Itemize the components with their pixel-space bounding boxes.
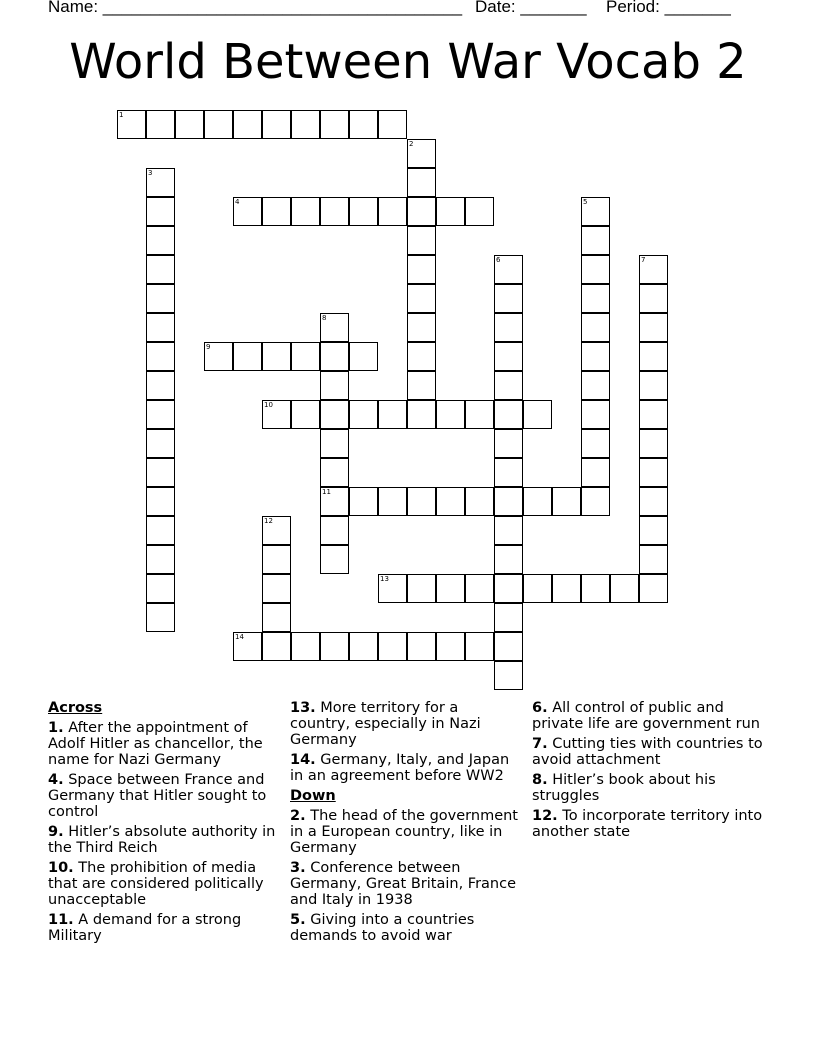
crossword-cell[interactable] [146, 342, 175, 371]
crossword-cell[interactable] [407, 226, 436, 255]
crossword-cell[interactable] [407, 371, 436, 400]
cell-number: 8 [322, 314, 327, 322]
crossword-cell[interactable] [407, 632, 436, 661]
crossword-cell[interactable] [320, 632, 349, 661]
crossword-cell[interactable] [262, 574, 291, 603]
crossword-cell[interactable] [639, 516, 668, 545]
crossword-cell[interactable] [320, 110, 349, 139]
crossword-cell[interactable] [407, 574, 436, 603]
crossword-cell[interactable] [320, 197, 349, 226]
crossword-cell[interactable] [639, 400, 668, 429]
crossword-cell[interactable] [146, 110, 175, 139]
crossword-cell[interactable] [146, 487, 175, 516]
crossword-cell[interactable] [610, 574, 639, 603]
crossword-cell[interactable] [262, 632, 291, 661]
crossword-cell-6[interactable] [494, 255, 523, 284]
crossword-cell[interactable] [494, 632, 523, 661]
cell-number: 13 [380, 575, 389, 583]
crossword-cell[interactable] [581, 371, 610, 400]
crossword-cell-13[interactable] [378, 574, 407, 603]
crossword-cell[interactable] [581, 284, 610, 313]
crossword-cell[interactable] [291, 400, 320, 429]
crossword-cell[interactable] [146, 574, 175, 603]
cell-number: 3 [148, 169, 153, 177]
crossword-cell[interactable] [320, 371, 349, 400]
cell-number: 1 [119, 111, 124, 119]
crossword-cell[interactable] [639, 429, 668, 458]
cell-number: 12 [264, 517, 273, 525]
crossword-cell[interactable] [407, 284, 436, 313]
crossword-cell[interactable] [407, 197, 436, 226]
crossword-cell[interactable] [523, 400, 552, 429]
crossword-cell[interactable] [407, 400, 436, 429]
crossword-cell[interactable] [552, 574, 581, 603]
crossword-cell[interactable] [233, 110, 262, 139]
crossword-cell[interactable] [233, 342, 262, 371]
crossword-cell[interactable] [436, 574, 465, 603]
crossword-cell[interactable] [349, 342, 378, 371]
crossword-cell[interactable] [146, 371, 175, 400]
crossword-cell[interactable] [146, 400, 175, 429]
page-title: World Between War Vocab 2 [69, 34, 747, 90]
crossword-cell[interactable] [639, 487, 668, 516]
crossword-cell[interactable] [291, 632, 320, 661]
clue-across-11: 11. A demand for a strong Military [48, 912, 242, 944]
crossword-cell[interactable] [262, 197, 291, 226]
clue-across-10: 10. The prohibition of media that are considered politically unacceptable [48, 860, 264, 908]
crossword-cell[interactable] [204, 110, 233, 139]
crossword-cell-10[interactable] [262, 400, 291, 429]
crossword-cell[interactable] [639, 458, 668, 487]
crossword-cell[interactable] [146, 226, 175, 255]
crossword-cell[interactable] [349, 110, 378, 139]
crossword-cell[interactable] [262, 545, 291, 574]
crossword-cell[interactable] [436, 632, 465, 661]
crossword-cell[interactable] [320, 458, 349, 487]
crossword-cell[interactable] [639, 342, 668, 371]
crossword-cell[interactable] [494, 574, 523, 603]
crossword-cell[interactable] [465, 400, 494, 429]
crossword-cell[interactable] [639, 284, 668, 313]
crossword-cell[interactable] [639, 371, 668, 400]
crossword-cell[interactable] [175, 110, 204, 139]
clue-across-4: 4. Space between France and Germany that Hitler sought to control [48, 772, 267, 820]
crossword-cell[interactable] [552, 487, 581, 516]
name-field[interactable]: Name: ______________________________________ [48, 0, 463, 16]
crossword-cell[interactable] [494, 603, 523, 632]
cell-number: 4 [235, 198, 240, 206]
crossword-cell-3[interactable] [146, 168, 175, 197]
cell-number: 11 [322, 488, 331, 496]
crossword-cell[interactable] [349, 632, 378, 661]
crossword-cell[interactable] [639, 574, 668, 603]
crossword-cell[interactable] [146, 545, 175, 574]
cell-number: 14 [235, 633, 244, 641]
crossword-cell[interactable] [494, 400, 523, 429]
down-heading: Down [290, 788, 336, 804]
crossword-cell[interactable] [436, 487, 465, 516]
clue-down-3: 3. Conference between Germany, Great Britain, France and Italy in 1938 [290, 860, 517, 908]
crossword-cell-4[interactable] [233, 197, 262, 226]
cell-number: 10 [264, 401, 273, 409]
crossword-cell-9[interactable] [204, 342, 233, 371]
crossword-cell[interactable] [407, 487, 436, 516]
crossword-cell[interactable] [262, 603, 291, 632]
crossword-cell[interactable] [349, 487, 378, 516]
crossword-cell[interactable] [494, 284, 523, 313]
crossword-cell[interactable] [465, 574, 494, 603]
crossword-cell[interactable] [494, 313, 523, 342]
clue-down-5: 5. Giving into a countries demands to avoid war [290, 912, 475, 944]
crossword-cell[interactable] [378, 400, 407, 429]
crossword-cell[interactable] [523, 487, 552, 516]
crossword-cell[interactable] [407, 342, 436, 371]
crossword-cell[interactable] [581, 400, 610, 429]
crossword-cell[interactable] [581, 429, 610, 458]
crossword-cell[interactable] [320, 342, 349, 371]
crossword-cell[interactable] [436, 197, 465, 226]
crossword-cell-5[interactable] [581, 197, 610, 226]
crossword-cell[interactable] [407, 255, 436, 284]
clue-across-9: 9. Hitler’s absolute authority in the Third Reich [48, 824, 276, 856]
crossword-cell[interactable] [581, 255, 610, 284]
crossword-cell[interactable] [262, 342, 291, 371]
cell-number: 2 [409, 140, 414, 148]
crossword-cell-11[interactable] [320, 487, 349, 516]
crossword-cell[interactable] [378, 487, 407, 516]
period-field[interactable]: Period: _______ [606, 0, 731, 16]
crossword-cell[interactable] [146, 458, 175, 487]
crossword-cell[interactable] [523, 574, 552, 603]
clue-across-14: 14. Germany, Italy, and Japan in an agreement before WW2 [290, 752, 510, 784]
cell-number: 5 [583, 198, 588, 206]
crossword-cell[interactable] [146, 284, 175, 313]
clue-down-6: 6. All control of public and private life are government run [532, 700, 760, 732]
crossword-cell[interactable] [349, 400, 378, 429]
crossword-cell[interactable] [320, 516, 349, 545]
cell-number: 7 [641, 256, 646, 264]
crossword-cell[interactable] [494, 458, 523, 487]
crossword-cell[interactable] [465, 632, 494, 661]
crossword-cell[interactable] [494, 342, 523, 371]
crossword-cell[interactable] [146, 255, 175, 284]
crossword-cell[interactable] [494, 371, 523, 400]
crossword-cell[interactable] [407, 168, 436, 197]
crossword-cell[interactable] [465, 487, 494, 516]
crossword-cell[interactable] [494, 487, 523, 516]
crossword-cell[interactable] [581, 342, 610, 371]
crossword-cell[interactable] [291, 197, 320, 226]
crossword-cell[interactable] [494, 661, 523, 690]
crossword-cell[interactable] [378, 632, 407, 661]
crossword-cell[interactable] [146, 313, 175, 342]
crossword-cell[interactable] [146, 429, 175, 458]
crossword-cell[interactable] [581, 487, 610, 516]
crossword-cell[interactable] [494, 516, 523, 545]
crossword-cell[interactable] [639, 545, 668, 574]
date-field[interactable]: Date: _______ [475, 0, 587, 16]
clue-down-8: 8. Hitler’s book about his struggles [532, 772, 716, 804]
crossword-cell-12[interactable] [262, 516, 291, 545]
crossword-cell-1[interactable] [117, 110, 146, 139]
clue-down-12: 12. To incorporate territory into another state [532, 808, 763, 840]
crossword-cell[interactable] [581, 458, 610, 487]
crossword-cell[interactable] [494, 429, 523, 458]
crossword-cell[interactable] [639, 313, 668, 342]
crossword-cell[interactable] [378, 110, 407, 139]
clues-column-1 [48, 700, 278, 948]
crossword-cell[interactable] [291, 110, 320, 139]
clue-across-1: 1. After the appointment of Adolf Hitler as chancellor, the name for Nazi Germany [48, 720, 263, 768]
crossword-cell[interactable] [349, 197, 378, 226]
crossword-cell-7[interactable] [639, 255, 668, 284]
cell-number: 9 [206, 343, 211, 351]
crossword-cell[interactable] [581, 226, 610, 255]
clue-down-2: 2. The head of the government in a European country, like in Germany [290, 808, 518, 856]
crossword-cell[interactable] [581, 574, 610, 603]
crossword-cell-8[interactable] [320, 313, 349, 342]
crossword-cell[interactable] [146, 603, 175, 632]
crossword-cell-2[interactable] [407, 139, 436, 168]
crossword-cell[interactable] [378, 197, 407, 226]
crossword-cell[interactable] [320, 545, 349, 574]
crossword-cell[interactable] [320, 400, 349, 429]
clues-column-2 [290, 700, 522, 948]
clue-down-7: 7. Cutting ties with countries to avoid attachment [532, 736, 763, 768]
crossword-cell[interactable] [146, 516, 175, 545]
crossword-cell[interactable] [407, 313, 436, 342]
crossword-cell[interactable] [465, 197, 494, 226]
crossword-cell-14[interactable] [233, 632, 262, 661]
crossword-cell[interactable] [291, 342, 320, 371]
crossword-cell[interactable] [262, 110, 291, 139]
across-heading: Across [48, 700, 103, 716]
crossword-cell[interactable] [436, 400, 465, 429]
crossword-cell[interactable] [494, 545, 523, 574]
clues-column-3 [532, 700, 768, 844]
crossword-cell[interactable] [320, 429, 349, 458]
cell-number: 6 [496, 256, 501, 264]
clue-across-13: 13. More territory for a country, especially in Nazi Germany [290, 700, 481, 748]
crossword-cell[interactable] [146, 197, 175, 226]
crossword-cell[interactable] [581, 313, 610, 342]
